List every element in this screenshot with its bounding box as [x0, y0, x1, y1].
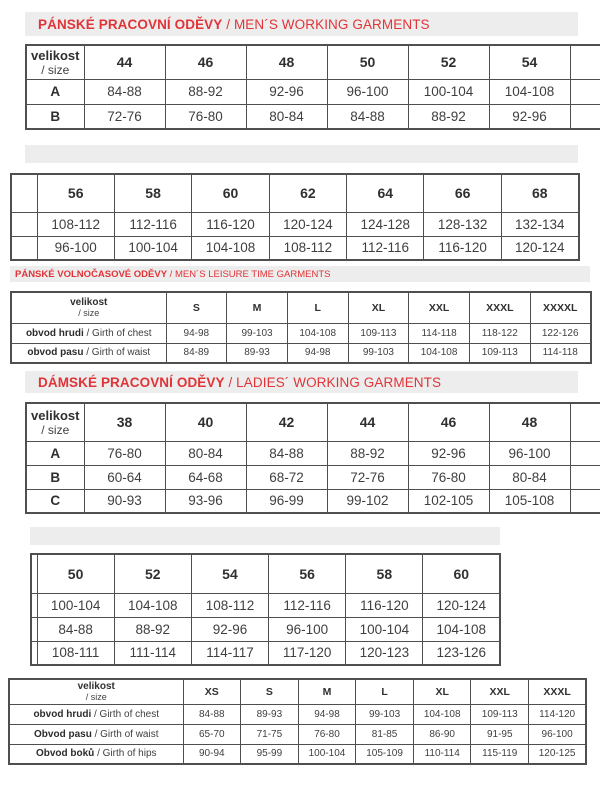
table-row [26, 441, 600, 465]
row-label: obvod hrudi / Girth of chest [9, 704, 183, 724]
cut-off-cell [570, 104, 600, 129]
size-value-cell: 84-88 [246, 441, 327, 465]
size-value-cell: 99-103 [348, 343, 409, 363]
size-value-cell: 112-116 [114, 212, 191, 236]
size-value-cell: 120-125 [529, 744, 587, 764]
size-column-header: 52 [408, 45, 489, 79]
size-value-cell: 72-76 [327, 465, 408, 489]
size-column-header: XS [183, 679, 241, 704]
size-table [10, 173, 580, 261]
size-value-cell: 108-111 [37, 641, 114, 665]
size-column-header: L [287, 292, 348, 323]
table-row [11, 236, 579, 260]
size-value-cell: 118-122 [469, 323, 530, 343]
size-column-header: 40 [165, 403, 246, 441]
size-header-row [31, 554, 500, 593]
size-value-cell: 84-88 [84, 79, 165, 104]
size-label-header [11, 292, 166, 323]
size-column-header: 54 [489, 45, 570, 79]
table-row [31, 641, 500, 665]
size-value-cell: 68-72 [246, 465, 327, 489]
size-column-header: XXXL [529, 679, 587, 704]
size-value-cell: 71-75 [241, 724, 299, 744]
size-label: / size [41, 62, 70, 77]
size-label: / size [85, 692, 107, 703]
size-value-cell: 84-88 [327, 104, 408, 129]
size-value-cell: 76-80 [408, 465, 489, 489]
size-value-cell: 108-112 [269, 236, 346, 260]
size-value-cell: 88-92 [327, 441, 408, 465]
size-value-cell: 92-96 [408, 441, 489, 465]
size-value-cell: 120-124 [269, 212, 346, 236]
size-value-cell: 100-104 [346, 617, 423, 641]
section-title-english: / MEN´S LEISURE TIME GARMENTS [167, 268, 331, 280]
size-table [8, 678, 587, 765]
size-column-header: M [298, 679, 356, 704]
section-title-english: / LADIES´ WORKING GARMENTS [224, 374, 442, 390]
size-column-header: XXXXL [530, 292, 591, 323]
table-row [9, 724, 586, 744]
size-value-cell: 89-93 [241, 704, 299, 724]
size-value-cell: 105-108 [489, 489, 570, 513]
mens-working-table-44-54 [25, 44, 600, 134]
size-value-cell: 96-100 [37, 236, 114, 260]
size-column-header: 48 [489, 403, 570, 441]
size-value-cell: 90-93 [84, 489, 165, 513]
cut-off-cell [11, 212, 37, 236]
size-header-row [11, 292, 591, 323]
size-header-row [26, 45, 600, 79]
cut-off-cell [570, 465, 600, 489]
section-title-english: / MEN´S WORKING GARMENTS [222, 16, 430, 32]
size-value-cell: 114-117 [191, 641, 268, 665]
size-value-cell: 120-124 [501, 236, 578, 260]
size-value-cell: 99-103 [227, 323, 288, 343]
size-value-cell: 122-126 [530, 323, 591, 343]
section-header-mens-leisure [10, 266, 590, 282]
size-value-cell: 76-80 [165, 104, 246, 129]
size-value-cell: 108-112 [37, 212, 114, 236]
size-column-header: 60 [192, 174, 269, 212]
size-value-cell: 117-120 [269, 641, 346, 665]
size-column-header: XXL [471, 679, 529, 704]
table-row [31, 617, 500, 641]
cut-off-cell [570, 489, 600, 513]
size-value-cell: 90-94 [183, 744, 241, 764]
cut-off-cell [570, 403, 600, 441]
size-value-cell: 100-104 [114, 236, 191, 260]
table-row [11, 212, 579, 236]
size-value-cell: 114-120 [529, 704, 587, 724]
size-value-cell: 93-96 [165, 489, 246, 513]
table-row [31, 593, 500, 617]
row-label: B [26, 465, 84, 489]
size-value-cell: 112-116 [347, 236, 424, 260]
row-label: Obvod pasu / Girth of waist [9, 724, 183, 744]
cut-off-cell [570, 441, 600, 465]
size-table [30, 553, 501, 666]
size-value-cell: 99-103 [356, 704, 414, 724]
size-value-cell: 92-96 [489, 104, 570, 129]
velikost-label: velikost [31, 47, 80, 63]
size-label-header [26, 403, 84, 441]
size-value-cell: 128-132 [424, 212, 501, 236]
size-value-cell: 105-109 [356, 744, 414, 764]
table-row [26, 465, 600, 489]
size-column-header: 44 [327, 403, 408, 441]
size-column-header: 68 [501, 174, 578, 212]
cut-off-cell [570, 79, 600, 104]
size-value-cell: 120-124 [423, 593, 500, 617]
size-label: / size [78, 308, 100, 319]
velikost-label: velikost [70, 297, 108, 309]
cut-off-cell [11, 236, 37, 260]
size-value-cell: 89-93 [227, 343, 288, 363]
size-table [25, 44, 600, 130]
size-column-header: M [227, 292, 288, 323]
size-column-header: XL [413, 679, 471, 704]
size-column-header: 58 [346, 554, 423, 593]
size-value-cell: 100-104 [37, 593, 114, 617]
spacer-bar [25, 145, 578, 163]
size-value-cell: 94-98 [287, 343, 348, 363]
row-label: A [26, 441, 84, 465]
size-value-cell: 104-108 [192, 236, 269, 260]
section-title-czech: DÁMSKÉ PRACOVNÍ ODĚVY [38, 374, 225, 390]
size-value-cell: 132-134 [501, 212, 578, 236]
size-label: / size [41, 422, 70, 437]
size-value-cell: 104-108 [409, 343, 470, 363]
size-value-cell: 100-104 [298, 744, 356, 764]
size-column-header: 66 [424, 174, 501, 212]
size-value-cell: 116-120 [346, 593, 423, 617]
velikost-label: velikost [77, 681, 115, 693]
size-value-cell: 76-80 [84, 441, 165, 465]
size-value-cell: 96-100 [269, 617, 346, 641]
size-header-row [26, 403, 600, 441]
size-value-cell: 108-112 [191, 593, 268, 617]
size-column-header: 48 [246, 45, 327, 79]
size-value-cell: 116-120 [424, 236, 501, 260]
size-value-cell: 84-88 [37, 617, 114, 641]
size-column-header: 54 [191, 554, 268, 593]
size-table [25, 402, 600, 514]
table-row [26, 489, 600, 513]
size-value-cell: 84-89 [166, 343, 227, 363]
size-value-cell: 94-98 [298, 704, 356, 724]
size-value-cell: 99-102 [327, 489, 408, 513]
size-value-cell: 96-100 [327, 79, 408, 104]
table-row [11, 323, 591, 343]
size-value-cell: 94-98 [166, 323, 227, 343]
mens-leisure-table [10, 291, 594, 367]
size-value-cell: 96-100 [489, 441, 570, 465]
size-value-cell: 88-92 [114, 617, 191, 641]
table-row [11, 343, 591, 363]
size-column-header: XXXL [469, 292, 530, 323]
table-row [9, 744, 586, 764]
size-value-cell: 104-108 [413, 704, 471, 724]
row-label: obvod hrudi / Girth of chest [11, 323, 166, 343]
size-column-header: 50 [327, 45, 408, 79]
size-value-cell: 115-119 [471, 744, 529, 764]
section-title-czech: PÁNSKÉ PRACOVNÍ ODĚVY [38, 16, 223, 32]
section-title-czech: PÁNSKÉ VOLNOČASOVÉ ODĚVY [15, 268, 168, 280]
size-value-cell: 60-64 [84, 465, 165, 489]
size-column-header: 50 [37, 554, 114, 593]
size-value-cell: 123-126 [423, 641, 500, 665]
size-value-cell: 110-114 [413, 744, 471, 764]
spacer-bar [30, 527, 500, 545]
size-value-cell: 65-70 [183, 724, 241, 744]
size-label-header [26, 45, 84, 79]
size-column-header: 64 [347, 174, 424, 212]
size-value-cell: 92-96 [246, 79, 327, 104]
size-value-cell: 114-118 [530, 343, 591, 363]
size-column-header: 44 [84, 45, 165, 79]
row-label: C [26, 489, 84, 513]
section-header-ladies-working [25, 371, 578, 393]
size-column-header: 52 [114, 554, 191, 593]
size-column-header: 56 [269, 554, 346, 593]
size-value-cell: 104-108 [423, 617, 500, 641]
size-column-header: S [166, 292, 227, 323]
size-value-cell: 96-100 [529, 724, 587, 744]
section-header-mens-working [25, 12, 578, 36]
size-column-header: 58 [114, 174, 191, 212]
size-value-cell: 116-120 [192, 212, 269, 236]
size-column-header: XXL [409, 292, 470, 323]
size-value-cell: 114-118 [409, 323, 470, 343]
row-label: B [26, 104, 84, 129]
size-column-header: 46 [408, 403, 489, 441]
table-row [26, 104, 600, 129]
size-value-cell: 88-92 [165, 79, 246, 104]
size-value-cell: 112-116 [269, 593, 346, 617]
ladies-working-table-38-48 [25, 402, 600, 518]
cut-off-cell [11, 174, 37, 212]
size-value-cell: 104-108 [287, 323, 348, 343]
size-value-cell: 102-105 [408, 489, 489, 513]
size-value-cell: 120-123 [346, 641, 423, 665]
size-header-row [9, 679, 586, 704]
size-column-header: L [356, 679, 414, 704]
size-value-cell: 80-84 [489, 465, 570, 489]
size-value-cell: 100-104 [408, 79, 489, 104]
size-column-header: 42 [246, 403, 327, 441]
row-label: A [26, 79, 84, 104]
size-column-header: 38 [84, 403, 165, 441]
ladies-leisure-table [8, 678, 590, 768]
mens-working-table-56-68 [10, 173, 585, 265]
size-column-header: 56 [37, 174, 114, 212]
size-value-cell: 109-113 [471, 704, 529, 724]
size-value-cell: 80-84 [165, 441, 246, 465]
size-value-cell: 80-84 [246, 104, 327, 129]
size-value-cell: 88-92 [408, 104, 489, 129]
size-column-header: S [241, 679, 299, 704]
size-label-header [9, 679, 183, 704]
table-row [9, 704, 586, 724]
ladies-working-table-50-60 [30, 553, 505, 669]
size-value-cell: 84-88 [183, 704, 241, 724]
size-value-cell: 86-90 [413, 724, 471, 744]
size-header-row [11, 174, 579, 212]
table-row [26, 79, 600, 104]
size-value-cell: 91-95 [471, 724, 529, 744]
size-value-cell: 104-108 [114, 593, 191, 617]
size-table [10, 291, 592, 364]
size-value-cell: 95-99 [241, 744, 299, 764]
size-value-cell: 109-113 [469, 343, 530, 363]
size-column-header: 60 [423, 554, 500, 593]
size-value-cell: 72-76 [84, 104, 165, 129]
cut-off-cell [570, 45, 600, 79]
row-label: Obvod boků / Girth of hips [9, 744, 183, 764]
size-value-cell: 124-128 [347, 212, 424, 236]
size-value-cell: 104-108 [489, 79, 570, 104]
size-value-cell: 76-80 [298, 724, 356, 744]
size-value-cell: 64-68 [165, 465, 246, 489]
size-column-header: XL [348, 292, 409, 323]
size-column-header: 62 [269, 174, 346, 212]
size-value-cell: 96-99 [246, 489, 327, 513]
size-value-cell: 111-114 [114, 641, 191, 665]
size-value-cell: 92-96 [191, 617, 268, 641]
size-value-cell: 81-85 [356, 724, 414, 744]
row-label: obvod pasu / Girth of waist [11, 343, 166, 363]
size-column-header: 46 [165, 45, 246, 79]
size-value-cell: 109-113 [348, 323, 409, 343]
velikost-label: velikost [31, 407, 80, 423]
